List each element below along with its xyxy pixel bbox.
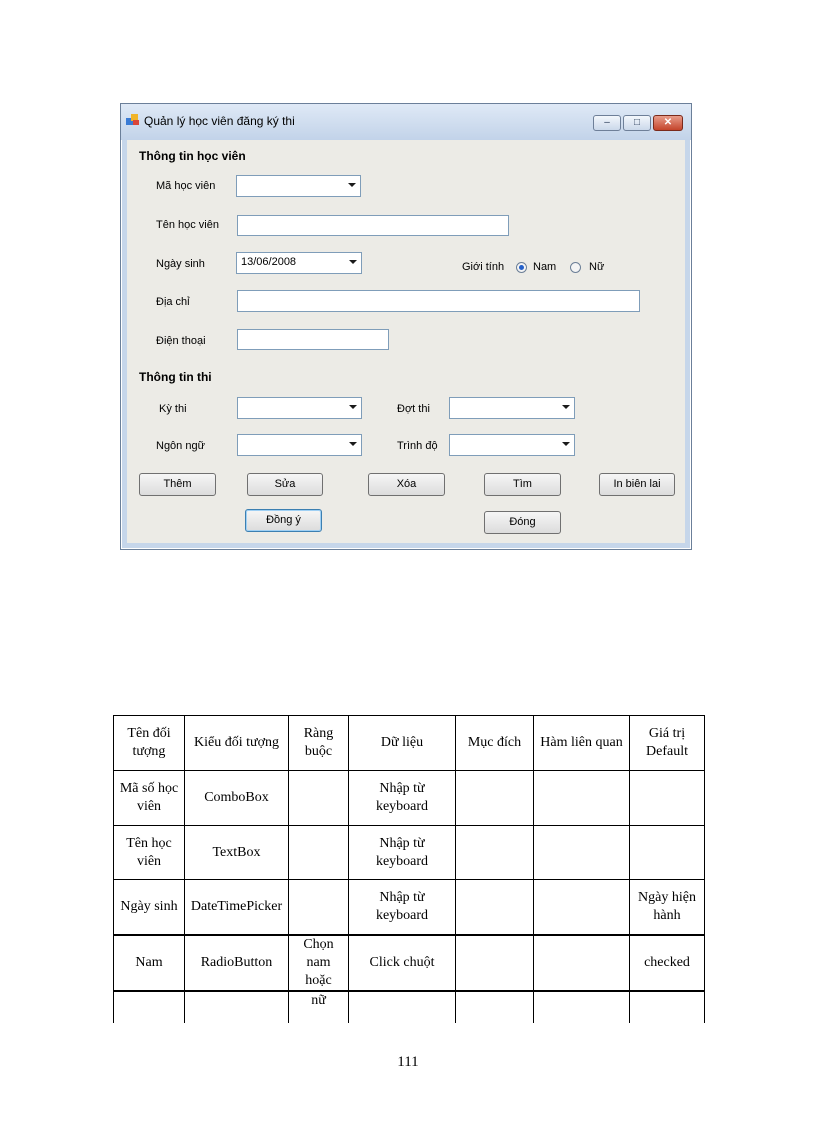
table-cell [534, 771, 630, 826]
ten-hoc-vien-input[interactable] [237, 215, 509, 236]
table-row [114, 880, 705, 935]
table-cell [114, 991, 185, 1023]
radio-nam[interactable] [516, 262, 527, 273]
table-cell [185, 991, 289, 1023]
table-cell [534, 935, 630, 991]
table-cell [630, 991, 705, 1023]
table-cell: Ngày sinh [114, 880, 185, 935]
page-number: 111 [397, 1054, 419, 1070]
table-cell [630, 826, 705, 880]
table-header-row [114, 716, 705, 771]
chevron-down-icon [348, 183, 356, 187]
tim-button[interactable]: Tìm [484, 473, 561, 496]
radio-nam-label: Nam [533, 261, 557, 273]
chevron-down-icon [562, 442, 570, 446]
chevron-down-icon [349, 405, 357, 409]
ten-hoc-vien-label: Tên học viên [156, 219, 219, 231]
ma-hoc-vien-combo[interactable] [236, 175, 361, 197]
ngay-sinh-value: 13/06/2008 [241, 256, 297, 268]
table-cell [630, 771, 705, 826]
table-cell: TextBox [185, 826, 289, 880]
dien-thoai-label: Điện thoại [156, 335, 206, 347]
header-cell: Tên đối tượng [114, 716, 185, 771]
table-cell: Nam [114, 935, 185, 991]
dialog-window [120, 103, 692, 550]
xoa-button[interactable]: Xóa [368, 473, 445, 496]
chevron-down-icon [349, 260, 357, 264]
table-cell: RadioButton [185, 935, 289, 991]
table-cell [456, 880, 534, 935]
dot-thi-label: Đợt thi [397, 403, 430, 415]
table-cell [534, 880, 630, 935]
table-cell [289, 880, 349, 935]
table-cell: Nhập từ keyboard [349, 826, 456, 880]
title-bar [121, 104, 691, 140]
dong-button[interactable]: Đóng [484, 511, 561, 534]
header-cell: Kiểu đối tượng [185, 716, 289, 771]
table-cell: Tên học viên [114, 826, 185, 880]
table-row [114, 935, 705, 991]
trinh-do-label: Trình độ [397, 440, 438, 452]
table-cell: checked [630, 935, 705, 991]
header-cell: Mục đích [456, 716, 534, 771]
header-cell: Ràng buộc [289, 716, 349, 771]
chevron-down-icon [349, 442, 357, 446]
table-cell [456, 771, 534, 826]
table-cell: Nhập từ keyboard [349, 880, 456, 935]
gioi-tinh-label: Giới tính [462, 261, 505, 273]
in-bien-lai-button[interactable]: In biên lai [599, 473, 675, 496]
table-cell: Chọn nam hoặc [289, 935, 349, 991]
ngay-sinh-datepicker[interactable] [236, 252, 362, 274]
table-cell [456, 935, 534, 991]
section-student-title: Thông tin học viên [139, 149, 246, 163]
table-cell: nữ [289, 991, 349, 1023]
form-client-area [127, 140, 685, 543]
table-cell: Click chuột [349, 935, 456, 991]
dong-y-button[interactable]: Đồng ý [245, 509, 322, 532]
sua-button[interactable]: Sửa [247, 473, 323, 496]
dien-thoai-input[interactable] [237, 329, 389, 350]
them-button[interactable]: Thêm [139, 473, 216, 496]
table-cell [289, 771, 349, 826]
ky-thi-combo[interactable] [237, 397, 362, 419]
table-cell: DateTimePicker [185, 880, 289, 935]
section-exam-title: Thông tin thi [139, 370, 212, 384]
window-title: Quản lý học viên đăng ký thi [144, 114, 295, 128]
table-cell: Nhập từ keyboard [349, 771, 456, 826]
minimize-icon[interactable]: – [593, 115, 621, 131]
header-cell: Dữ liệu [349, 716, 456, 771]
table-cell [349, 991, 456, 1023]
header-cell: Hàm liên quan [534, 716, 630, 771]
dia-chi-input[interactable] [237, 290, 640, 312]
trinh-do-combo[interactable] [449, 434, 575, 456]
ngon-ngu-label: Ngôn ngữ [156, 440, 205, 452]
object-spec-table [113, 715, 705, 1023]
header-cell: Giá trị Default [630, 716, 705, 771]
radio-nu[interactable] [570, 262, 581, 273]
ky-thi-label: Kỳ thi [159, 403, 187, 415]
chevron-down-icon [562, 405, 570, 409]
table-cell [534, 991, 630, 1023]
table-cell [289, 826, 349, 880]
table-cell: Ngày hiện hành [630, 880, 705, 935]
close-icon[interactable]: ✕ [653, 115, 683, 131]
table-cell [534, 826, 630, 880]
maximize-icon[interactable]: □ [623, 115, 651, 131]
ngay-sinh-label: Ngày sinh [156, 258, 205, 270]
radio-nu-label: Nữ [589, 261, 605, 273]
ngon-ngu-combo[interactable] [237, 434, 362, 456]
table-row [114, 771, 705, 826]
table-cell [456, 991, 534, 1023]
dia-chi-label: Địa chỉ [156, 296, 190, 308]
app-icon [126, 114, 140, 126]
table-cell [456, 826, 534, 880]
table-row [114, 991, 705, 1023]
dot-thi-combo[interactable] [449, 397, 575, 419]
table-cell: ComboBox [185, 771, 289, 826]
table-cell: Mã số học viên [114, 771, 185, 826]
ma-hoc-vien-label: Mã học viên [156, 180, 216, 192]
table-row [114, 826, 705, 880]
